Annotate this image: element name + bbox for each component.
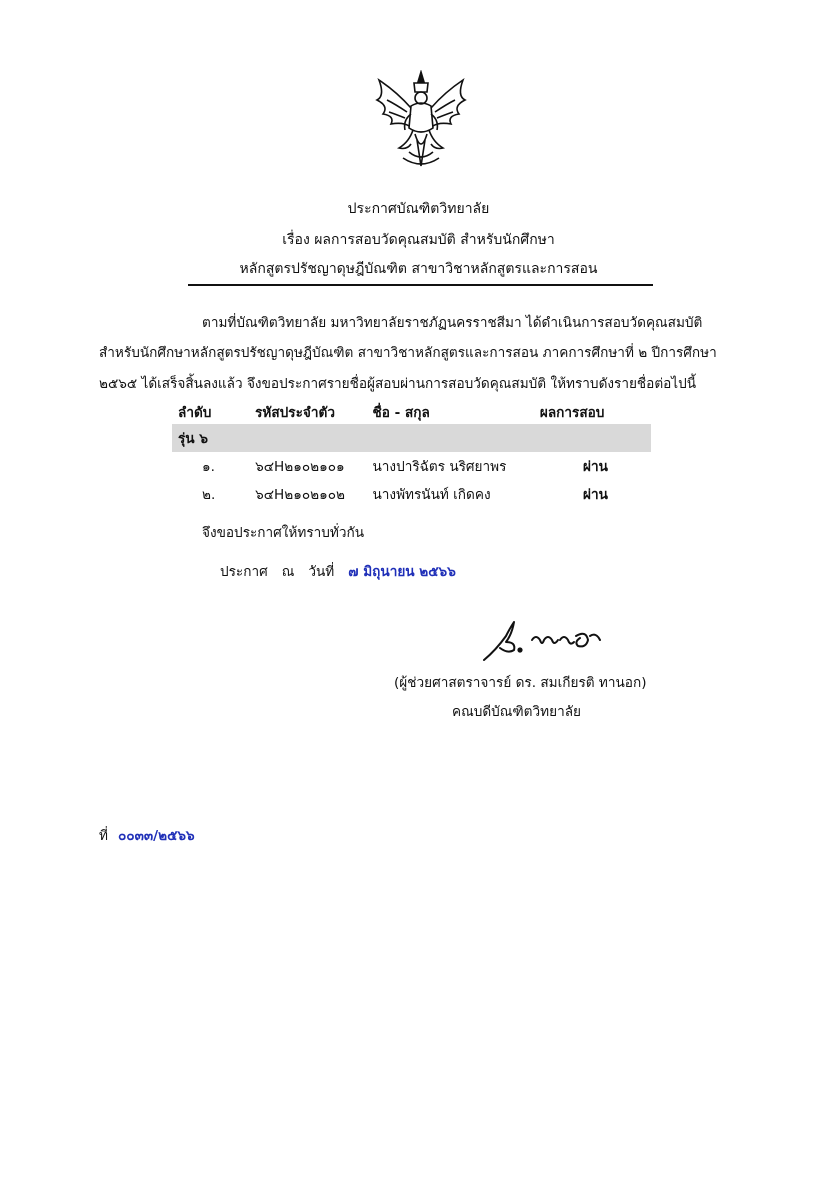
announce-label: ประกาศ [220, 564, 268, 580]
row-result: ผ่าน [582, 487, 608, 503]
closing-statement: จึงขอประกาศให้ทราบทั่วกัน [202, 525, 365, 541]
results-table [172, 399, 651, 508]
header-order: ลำดับ [178, 404, 212, 421]
at-label: ณ [281, 564, 295, 580]
cohort-group-row [172, 424, 651, 452]
announcement-date: ๗ มิถุนายน ๒๕๖๖ [348, 564, 456, 580]
body-paragraph-line-3: ๒๕๖๕ ได้เสร็จสิ้นลงแล้ว จึงขอประกาศรายชื่อผู้สอบผ่านการสอบวัดคุณสมบัติ ให้ทราบดังรายชื่อต่อไปนี้ [99, 376, 697, 392]
announcement-program: หลักสูตรปรัชญาดุษฎีบัณฑิต สาขาวิชาหลักสูตรและการสอน [239, 261, 598, 277]
row-result: ผ่าน [582, 459, 608, 475]
header-name: ชื่อ - สกุล [372, 404, 430, 421]
header-divider [188, 284, 653, 286]
table-row [172, 480, 651, 508]
body-paragraph-line-2: สำหรับนักศึกษาหลักสูตรปรัชญาดุษฎีบัณฑิต สาขาวิชาหลักสูตรและการสอน ภาคการศึกษาที่ ๒ ปีการศึกษา [99, 345, 717, 361]
header-student-id: รหัสประจำตัว [255, 404, 335, 421]
table-row [172, 452, 651, 480]
reference-value: ๐๐๓๓/๒๕๖๖ [117, 828, 195, 844]
announcement-subject: เรื่อง ผลการสอบวัดคุณสมบัติ สำหรับนักศึกษา [282, 232, 555, 248]
signer-name: (ผู้ช่วยศาสตราจารย์ ดร. สมเกียรติ ทานอก) [394, 675, 647, 691]
body-paragraph-line-1: ตามที่บัณฑิตวิทยาลัย มหาวิทยาลัยราชภัฏนครราชสีมา ได้ดำเนินการสอบวัดคุณสมบัติ [202, 315, 703, 331]
row-order: ๑. [202, 459, 215, 475]
row-name: นางปาริฉัตร นริศยาพร [372, 459, 507, 475]
cohort-label: รุ่น ๖ [172, 424, 651, 452]
row-student-id: ๖๔H๒๑๐๒๑๐๒ [255, 487, 345, 503]
reference-number [99, 824, 195, 846]
row-order: ๒. [202, 487, 216, 503]
row-student-id: ๖๔H๒๑๐๒๑๐๑ [255, 459, 345, 475]
announcement-title: ประกาศบัณฑิตวิทยาลัย [347, 201, 490, 217]
reference-label: ที่ [99, 828, 108, 844]
signer-position: คณบดีบัณฑิตวิทยาลัย [452, 704, 582, 720]
handwritten-signature [476, 612, 606, 668]
date-label: วันที่ [308, 564, 335, 580]
row-name: นางพัทรนันท์ เกิดคง [372, 487, 491, 503]
announcement-dateline [220, 560, 456, 582]
garuda-emblem-icon [369, 70, 473, 172]
table-header-row [172, 399, 651, 424]
header-result: ผลการสอบ [539, 404, 605, 421]
